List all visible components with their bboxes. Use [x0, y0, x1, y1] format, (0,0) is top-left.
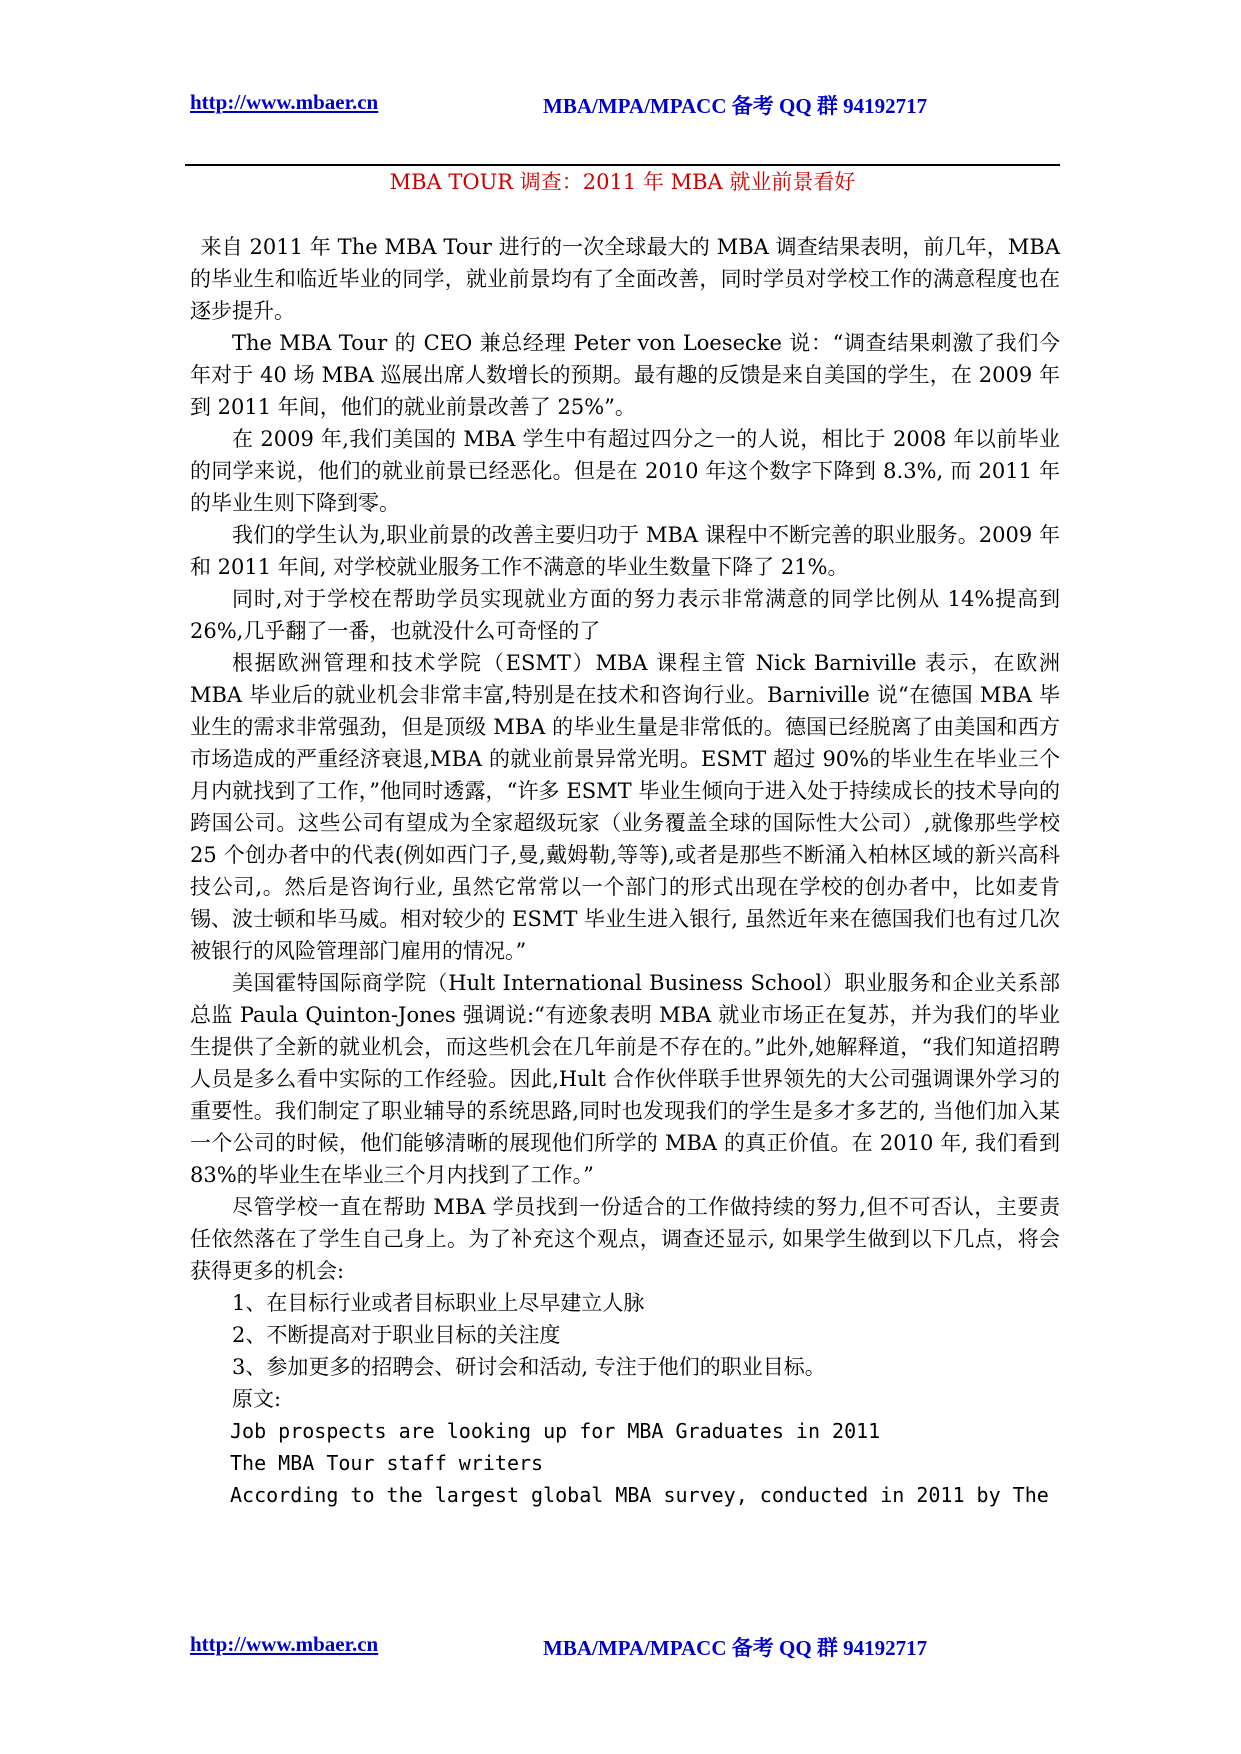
paragraph: 尽管学校一直在帮助 MBA 学员找到一份适合的工作做持续的努力,但不可否认，主要责任依然落在了学生自己身上。为了补充这个观点，调查还显示, 如果学生做到以下几点，将会获得更多的机会: [190, 1195, 1060, 1283]
english-line: Job prospects are looking up for MBA Graduates in 2011 [230, 1419, 881, 1443]
original-label: 原文: [232, 1387, 282, 1411]
header-qq-group: MBA/MPA/MPACC 备考 QQ 群 94192717 [543, 94, 928, 118]
paragraph: The MBA Tour 的 CEO 兼总经理 Peter von Loesecke 说：“调查结果刺激了我们今年对于 40 场 MBA 巡展出席人数增长的预期。最有趣的反馈是来自美国的学生，在 2009 年到 2011 年间，他们的就业前景改善了 25%”。 [190, 331, 1060, 419]
paragraph: 同时,对于学校在帮助学员实现就业方面的努力表示非常满意的同学比例从 14%提高到 26%,几乎翻了一番，也就没什么可奇怪的了 [190, 587, 1060, 643]
list-item: 1、在目标行业或者目标职业上尽早建立人脉 [232, 1291, 645, 1315]
article-body [190, 231, 1060, 1511]
english-line: The MBA Tour staff writers [230, 1451, 544, 1475]
page-header [190, 90, 1060, 120]
page-footer [190, 1632, 1060, 1662]
paragraph: 来自 2011 年 The MBA Tour 进行的一次全球最大的 MBA 调查结果表明，前几年，MBA 的毕业生和临近毕业的同学，就业前景均有了全面改善，同时学员对学校工作的满意程度也在逐步提升。 [190, 235, 1060, 323]
article-title: MBA TOUR 调查：2011 年 MBA 就业前景看好 [389, 170, 856, 194]
list-item: 3、参加更多的招聘会、研讨会和活动, 专注于他们的职业目标。 [232, 1355, 826, 1379]
header-link[interactable]: http://www.mbaer.cn [190, 90, 379, 114]
paragraph: 根据欧洲管理和技术学院（ESMT）MBA 课程主管 Nick Barniville 表示，在欧洲 MBA 毕业后的就业机会非常丰富,特别是在技术和咨询行业。Barniville 说“在德国 MBA 毕业生的需求非常强劲，但是顶级 MBA 的毕业生量是非常低的。德国已经脱离了由美国和西方市场造成的严重经济衰退,MBA 的就业前景异常光明。ESMT 超过 90%的毕业生在毕业三个月内就找到了工作，”他同时透露，“许多 ESMT 毕业生倾向于进入处于持续成长的技术导向的跨国公司。这些公司有望成为全家超级玩家（业务覆盖全球的国际性大公司）,就像那些学校 25 个创办者中的代表(例如西门子,曼,戴姆勒,等等),或者是那些不断涌入柏林区域的新兴高科技公司,。然后是咨询行业, 虽然它常常以一个部门的形式出现在学校的创办者中，比如麦肯锡、波士顿和毕马威。相对较少的 ESMT 毕业生进入银行, 虽然近年来在德国我们也有过几次被银行的风险管理部门雇用的情况。” [190, 651, 1060, 963]
list-item: 2、不断提高对于职业目标的关注度 [232, 1323, 561, 1347]
paragraph: 在 2009 年,我们美国的 MBA 学生中有超过四分之一的人说，相比于 2008 年以前毕业的同学来说，他们的就业前景已经恶化。但是在 2010 年这个数字下降到 8.3%, 而 2011 年的毕业生则下降到零。 [190, 427, 1060, 515]
english-line: According to the largest global MBA survey, conducted in 2011 by The [230, 1483, 1049, 1507]
footer-qq-group: MBA/MPA/MPACC 备考 QQ 群 94192717 [543, 1636, 928, 1660]
paragraph: 美国霍特国际商学院（Hult International Business School）职业服务和企业关系部总监 Paula Quinton-Jones 强调说:“有迹象表明 MBA 就业市场正在复苏，并为我们的毕业生提供了全新的就业机会，而这些机会在几年前是不存在的。”此外,她解释道，“我们知道招聘人员是多么看中实际的工作经验。因此,Hult 合作伙伴联手世界领先的大公司强调课外学习的重要性。我们制定了职业辅导的系统思路,同时也发现我们的学生是多才多艺的, 当他们加入某一个公司的时候，他们能够清晰的展现他们所学的 MBA 的真正价值。在 2010 年, 我们看到 83%的毕业生在毕业三个月内找到了工作。” [190, 971, 1060, 1187]
paragraph: 我们的学生认为,职业前景的改善主要归功于 MBA 课程中不断完善的职业服务。2009 年和 2011 年间, 对学校就业服务工作不满意的毕业生数量下降了 21%。 [190, 523, 1060, 579]
footer-link[interactable]: http://www.mbaer.cn [190, 1632, 379, 1656]
